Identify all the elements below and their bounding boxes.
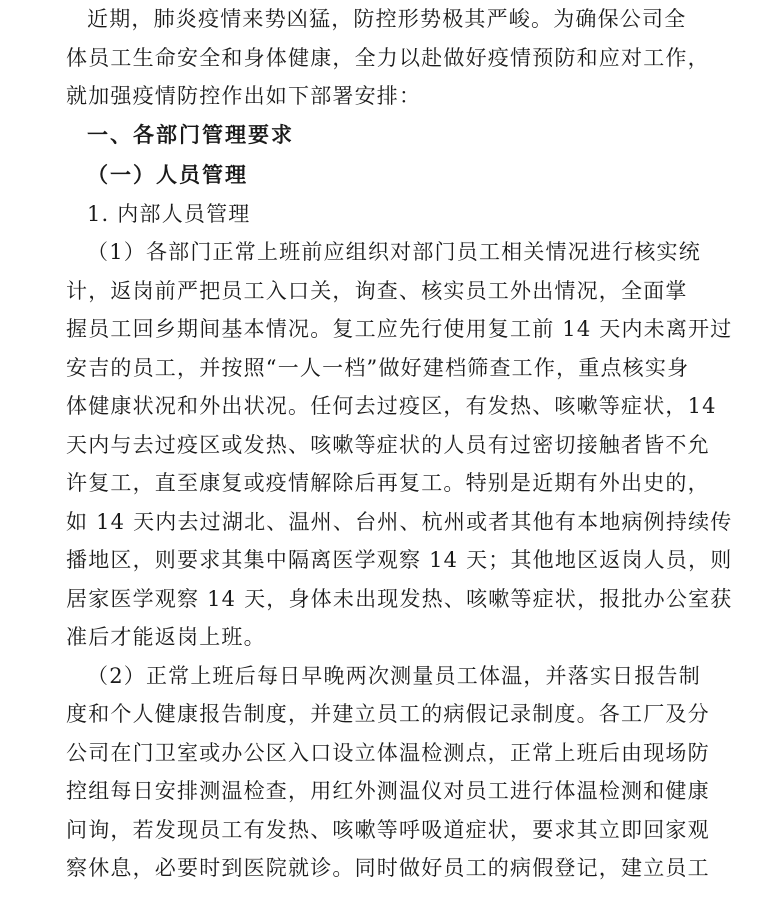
text-line: 公司在门卫室或办公区入口设立体温检测点，正常上班后由现场防: [66, 740, 710, 765]
text-line: 居家医学观察 14 天，身体未出现发热、咳嗽等症状，报批办公室获: [66, 586, 733, 611]
text-line: 准后才能返岗上班。: [66, 625, 266, 649]
heading-1: 一、各部门管理要求: [87, 121, 294, 147]
paragraph-1: [66, 233, 756, 657]
text-line: 许复工，直至康复或疫情解除后再复工。特别是近期有外出史的，: [66, 471, 710, 495]
text-line: 计，返岗前严把员工入口关，询查、核实员工外出情况，全面掌: [66, 278, 688, 303]
text-line: 体员工生命安全和身体健康，全力以赴做好疫情预防和应对工作，: [66, 45, 710, 70]
heading-3: 1. 内部人员管理: [87, 201, 251, 226]
paragraph-2: [66, 657, 756, 888]
text-line: （2）正常上班后每日早晚两次测量员工体温，并落实日报告制: [87, 663, 701, 688]
text-line: （1）各部门正常上班前应组织对部门员工相关情况进行核实统: [87, 240, 701, 264]
text-line: 控组每日安排测温检查，用红外测温仪对员工进行体温检测和健康: [66, 779, 710, 803]
section-heading: [66, 116, 756, 155]
item-heading: [66, 195, 756, 234]
text-line: 问询，若发现员工有发热、咳嗽等呼吸道症状，要求其立即回家观: [66, 817, 710, 842]
document-body: [66, 0, 756, 888]
text-line: 天内与去过疫区或发热、咳嗽等症状的人员有过密切接触者皆不允: [66, 432, 710, 457]
text-line: 安吉的员工，并按照“一人一档”做好建档筛查工作，重点核实身: [66, 355, 690, 380]
text-line: 如 14 天内去过湖北、温州、台州、杭州或者其他有本地病例持续传: [66, 509, 733, 534]
text-line: 察休息，必要时到医院就诊。同时做好员工的病假登记，建立员工: [66, 856, 710, 880]
text-line: 播地区，则要求其集中隔离医学观察 14 天；其他地区返岗人员，则: [66, 548, 733, 572]
subsection-heading: [66, 156, 756, 195]
text-line: 体健康状况和外出状况。任何去过疫区，有发热、咳嗽等症状，14: [66, 394, 717, 418]
text-line: 度和个人健康报告制度，并建立员工的病假记录制度。各工厂及分: [66, 702, 710, 726]
intro-paragraph: [66, 0, 756, 116]
heading-2: （一）人员管理: [87, 162, 248, 187]
text-line: 握员工回乡期间基本情况。复工应先行使用复工前 14 天内未离开过: [66, 317, 733, 341]
text-line: 近期，肺炎疫情来势凶猛，防控形势极其严峻。为确保公司全: [87, 7, 687, 31]
text-line: 就加强疫情防控作出如下部署安排：: [66, 84, 422, 108]
